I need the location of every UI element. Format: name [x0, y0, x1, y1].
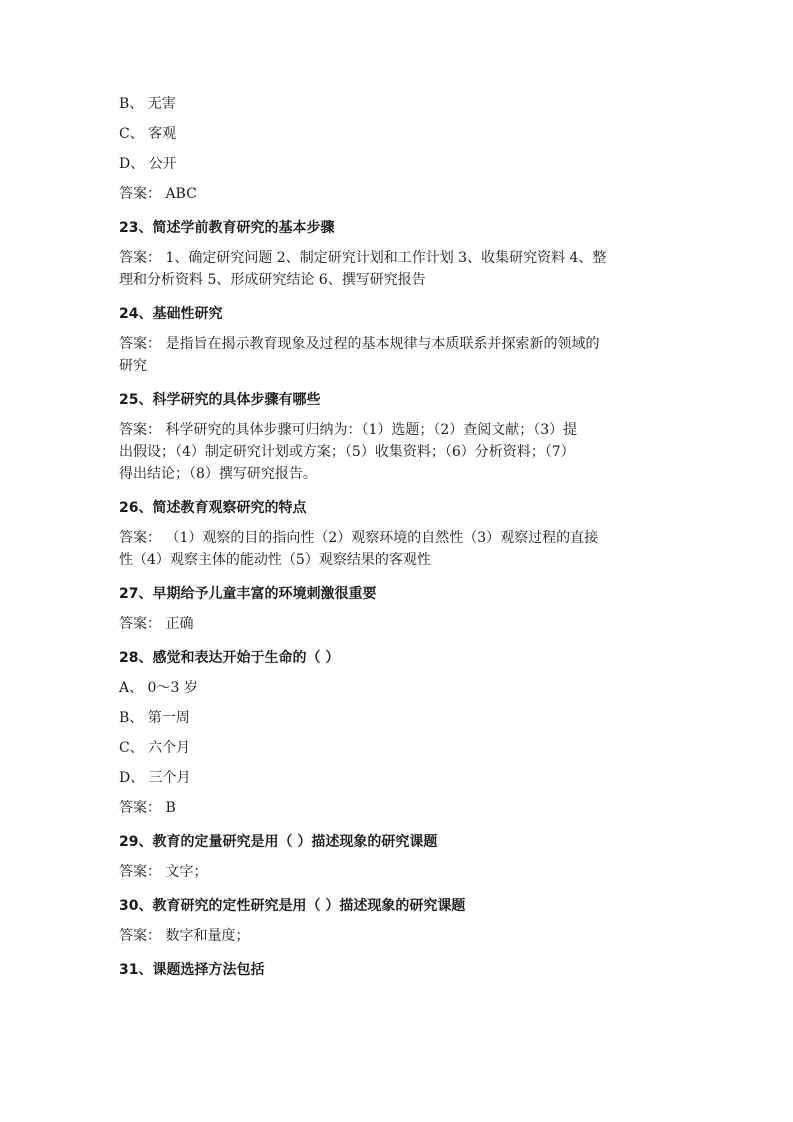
answer-23 [119, 247, 675, 291]
answer-28: 答案： B [119, 800, 176, 816]
answer-29: 答案： 文字； [119, 864, 208, 880]
answer-23-line-2: 理和分析资料 5、形成研究结论 6、撰写研究报告 [119, 272, 426, 288]
answer-24 [119, 333, 675, 377]
answer-25-line-1: 答案： 科学研究的具体步骤可归纳为：（1）选题；（2）查阅文献；（3）提 [119, 422, 578, 438]
answer-25 [119, 419, 675, 485]
answer-24-line-1: 答案： 是指旨在揭示教育现象及过程的基本规律与本质联系并探索新的领域的 [119, 336, 600, 352]
answer-30: 答案： 数字和量度； [119, 928, 250, 944]
question-27-title: 27、早期给予儿童丰富的环境刺激很重要 [119, 586, 377, 602]
answer-26-line-2: 性（4）观察主体的能动性（5）观察结果的客观性 [119, 552, 431, 568]
question-24-title: 24、基础性研究 [119, 306, 223, 322]
option-28-a: A、 0～3 岁 [119, 680, 198, 696]
question-28-title: 28、感觉和表达开始于生命的（ ） [119, 650, 340, 666]
document-content [119, 93, 675, 989]
answer-27: 答案： 正确 [119, 616, 194, 632]
answer-26-line-1: 答案： （1）观察的目的指向性（2）观察环境的自然性（3）观察过程的直接 [119, 530, 599, 546]
question-26-title: 26、简述教育观察研究的特点 [119, 500, 307, 516]
option-28-d: D、 三个月 [119, 770, 191, 786]
answer-23-line-1: 答案： 1、确定研究问题 2、制定研究计划和工作计划 3、收集研究资料 4、整 [119, 250, 607, 266]
answer-26 [119, 527, 675, 571]
option-c: C、 客观 [119, 126, 177, 142]
answer-25-line-3: 得出结论；（8）撰写研究报告。 [119, 466, 317, 482]
question-29-title: 29、教育的定量研究是用（ ）描述现象的研究课题 [119, 834, 438, 850]
option-28-c: C、 六个月 [119, 740, 191, 756]
question-23-title: 23、简述学前教育研究的基本步骤 [119, 220, 335, 236]
question-25-title: 25、科学研究的具体步骤有哪些 [119, 392, 321, 408]
option-28-b: B、 第一周 [119, 710, 190, 726]
question-31-title: 31、课题选择方法包括 [119, 962, 265, 978]
question-30-title: 30、教育研究的定性研究是用（ ）描述现象的研究课题 [119, 898, 466, 914]
answer-line: 答案： ABC [119, 186, 197, 202]
option-b: B、 无害 [119, 96, 176, 112]
answer-24-line-2: 研究 [119, 358, 147, 374]
answer-25-line-2: 出假设；（4）制定研究计划或方案；（5）收集资料；（6）分析资料；（7） [119, 444, 575, 460]
option-d: D、 公开 [119, 156, 177, 172]
